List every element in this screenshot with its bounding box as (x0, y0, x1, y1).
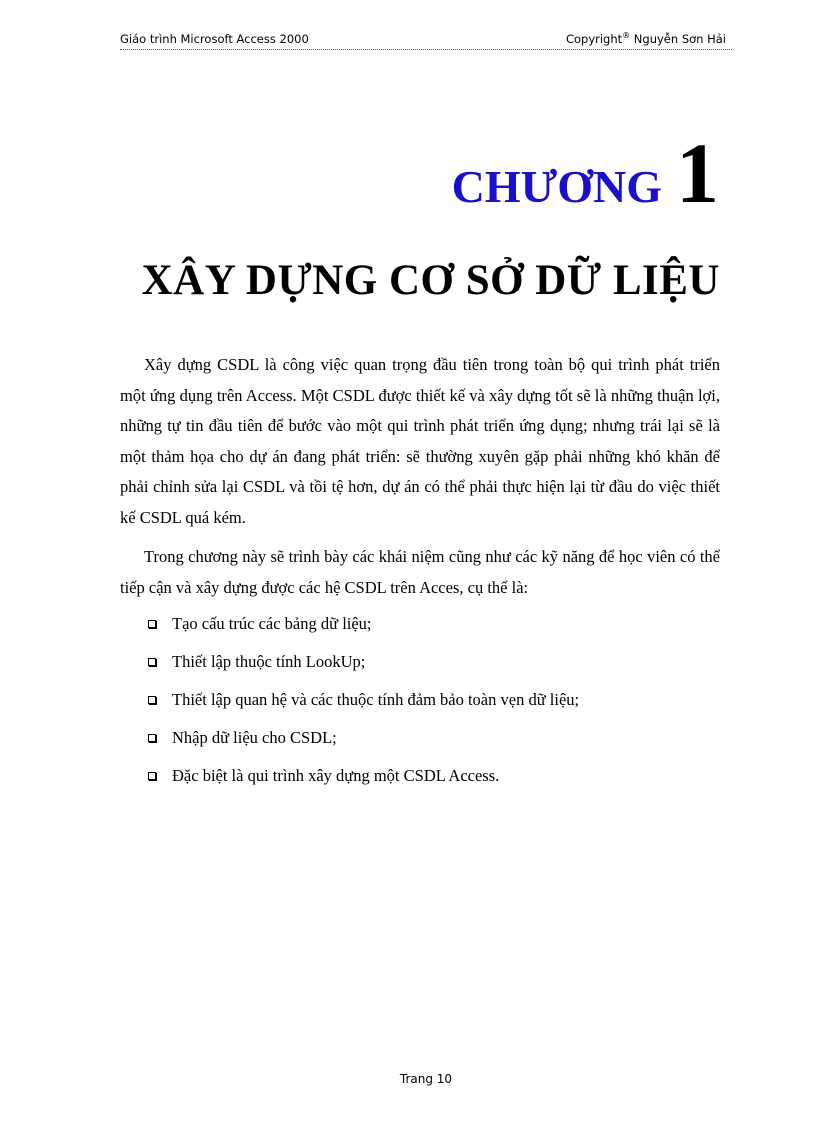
chapter-number: 1 (676, 125, 719, 221)
square-bullet-icon (148, 696, 156, 704)
list-item-text: Tạo cấu trúc các bảng dữ liệu; (172, 614, 372, 633)
chapter-title: XÂY DỰNG CƠ SỞ DỮ LIỆU (141, 257, 720, 304)
list-item (120, 723, 720, 761)
square-bullet-icon (148, 734, 156, 742)
topic-list (120, 609, 720, 799)
header-copyright (566, 32, 726, 46)
square-bullet-icon (148, 620, 156, 628)
chapter-body (120, 350, 720, 799)
chapter-heading (451, 125, 719, 221)
square-bullet-icon (148, 658, 156, 666)
header-author: Nguyễn Sơn Hải (630, 32, 726, 46)
list-item (120, 647, 720, 685)
header-book-title: Giáo trình Microsoft Access 2000 (120, 32, 309, 46)
header-copyright-label: Copyright (565, 32, 623, 46)
scope-paragraph: Trong chương này sẽ trình bày các khái niệm cũng như các kỹ năng để học viên có thể tiếp cận và xây dựng được các hệ CSDL trên Acces, cụ thể là: (120, 547, 720, 597)
page-number: Trang 10 (399, 1072, 453, 1086)
list-item (120, 761, 720, 799)
list-item-text: Thiết lập thuộc tính LookUp; (172, 652, 366, 671)
list-item-text: Thiết lập quan hệ và các thuộc tính đảm bảo toàn vẹn dữ liệu; (172, 690, 580, 709)
page-header (120, 30, 732, 50)
list-item (120, 685, 720, 723)
chapter-word: CHƯƠNG (451, 161, 662, 212)
intro-paragraph: Xây dựng CSDL là công việc quan trọng đầu tiên trong toàn bộ qui trình phát triển một ứng dụng trên Access. Một CSDL được thiết kế và xây dựng tốt sẽ là những thuận lợi, những tự tin đầu tiên để bước vào một qui trình phát triển ứng dụng; nhưng trái lại sẽ là một thảm họa cho dự án đang phát triển: sẽ thường xuyên gặp phải những khó khăn để phải chỉnh sửa lại CSDL và tồi tệ hơn, dự án có thể phải thực hiện lại từ đầu do việc thiết kế CSDL quá kém. (120, 355, 720, 527)
list-item (120, 609, 720, 647)
square-bullet-icon (148, 772, 156, 780)
list-item-text: Nhập dữ liệu cho CSDL; (172, 728, 337, 747)
header-divider (120, 49, 732, 50)
registered-symbol: ® (622, 31, 631, 41)
list-item-text: Đặc biệt là qui trình xây dựng một CSDL Access. (172, 766, 500, 785)
